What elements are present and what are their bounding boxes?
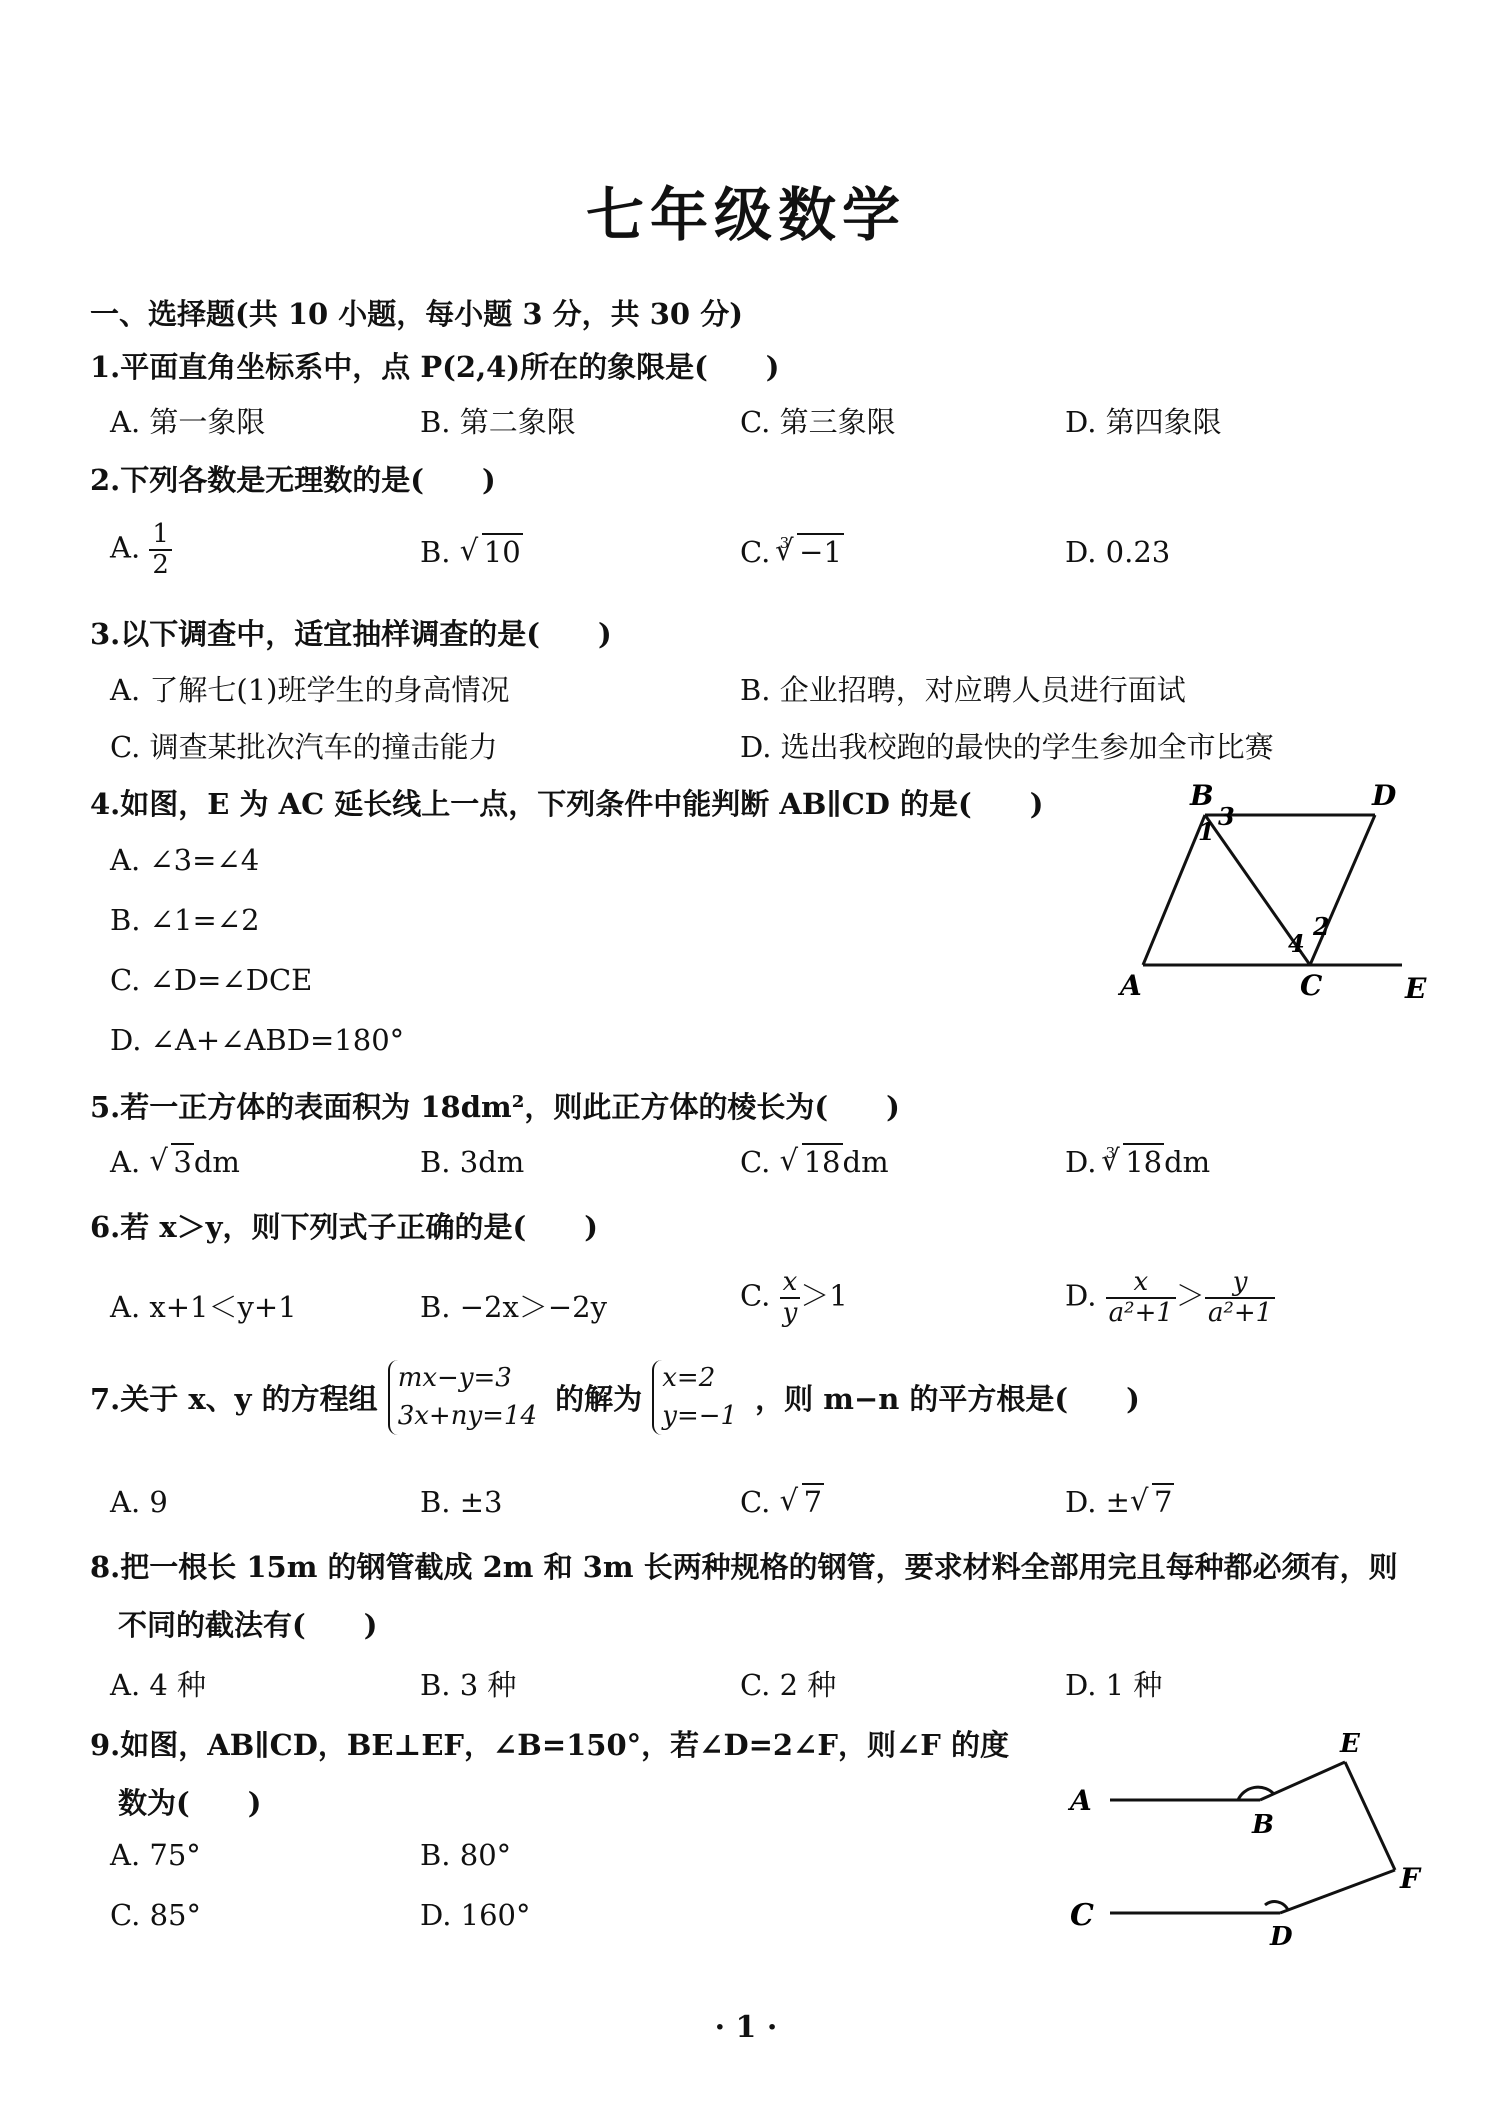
q6-d-den1: a²+1 xyxy=(1108,1297,1173,1328)
q5-a-sqrt xyxy=(149,1145,193,1179)
q6-c-rest: ＞1 xyxy=(800,1278,848,1313)
q2-a-fraction xyxy=(149,520,172,579)
q2-a-den: 2 xyxy=(152,549,169,580)
q5-c-radicand: 18 xyxy=(803,1145,841,1179)
q7-d-sqrt xyxy=(1130,1485,1174,1519)
q6-d-fraction-2 xyxy=(1205,1268,1275,1327)
q5-d-label: D. xyxy=(1065,1145,1097,1179)
q3-option-a: A. 了解七(1)班学生的身高情况 xyxy=(110,673,510,707)
q5-d-root-index: 3 xyxy=(1105,1144,1116,1162)
q5-c-label: C. xyxy=(740,1145,771,1179)
q7-d-label: D. ± xyxy=(1065,1485,1130,1519)
q4-label-e: E xyxy=(1405,972,1427,1005)
q4-option-b: B. ∠1=∠2 xyxy=(110,903,260,937)
q7-solution-system xyxy=(652,1360,745,1435)
q5-d-radicand: 18 xyxy=(1125,1145,1163,1179)
q6-d-num2: y xyxy=(1205,1268,1275,1299)
q4-seg-ab xyxy=(1143,815,1205,965)
q5-c-unit: dm xyxy=(842,1145,889,1179)
q6-option-d xyxy=(1065,1268,1275,1327)
q9-option-b: B. 80° xyxy=(420,1838,512,1872)
question-8-stem-line2: 不同的截法有( ) xyxy=(118,1608,378,1642)
q5-option-d xyxy=(1065,1145,1210,1179)
q9-option-c: C. 85° xyxy=(110,1898,201,1932)
q7-stem-mid: 的解为 xyxy=(555,1382,643,1417)
q6-d-fraction-1 xyxy=(1106,1268,1176,1327)
q2-b-radicand: 10 xyxy=(483,535,521,569)
q5-a-label: A. xyxy=(110,1145,141,1179)
q2-c-radicand: −1 xyxy=(799,535,842,569)
q4-figure xyxy=(1110,780,1440,1010)
q7-option-d xyxy=(1065,1485,1174,1519)
q9-label-b: B xyxy=(1252,1810,1274,1840)
q2-a-label: A. xyxy=(110,530,141,565)
q6-c-fraction xyxy=(780,1268,801,1327)
q2-option-c xyxy=(740,535,844,569)
q3-option-b: B. 企业招聘，对应聘人员进行面试 xyxy=(740,673,1186,707)
question-9-stem-line1: 9.如图，AB∥CD，BE⊥EF，∠B=150°，若∠D=2∠F，则∠F 的度 xyxy=(90,1728,1009,1762)
question-1-stem: 1.平面直角坐标系中，点 P(2,4)所在的象限是( ) xyxy=(90,350,780,384)
q8-option-d: D. 1 种 xyxy=(1065,1668,1163,1702)
q4-angle-1: 1 xyxy=(1198,817,1215,846)
q7-option-a: A. 9 xyxy=(110,1485,168,1519)
q4-label-d: D xyxy=(1372,780,1397,812)
q8-option-c: C. 2 种 xyxy=(740,1668,837,1702)
q9-label-d: D xyxy=(1270,1922,1293,1952)
q6-c-den: y xyxy=(782,1297,798,1328)
q7-option-b: B. ±3 xyxy=(420,1485,503,1519)
section-heading: 一、选择题(共 10 小题，每小题 3 分，共 30 分) xyxy=(90,297,743,331)
q4-label-c: C xyxy=(1300,969,1323,1002)
q9-angle-b-arc xyxy=(1238,1787,1274,1800)
q7-option-c xyxy=(740,1485,824,1519)
q7-eq1: mx−y=3 xyxy=(397,1363,512,1393)
q2-option-a xyxy=(110,520,172,579)
q9-option-d: D. 160° xyxy=(420,1898,531,1932)
q1-option-a: A. 第一象限 xyxy=(110,405,266,439)
q2-b-label: B. xyxy=(420,535,451,569)
q1-option-c: C. 第三象限 xyxy=(740,405,896,439)
q6-d-gt: ＞ xyxy=(1175,1278,1205,1313)
q9-label-f: F xyxy=(1400,1862,1420,1895)
q5-option-a xyxy=(110,1145,240,1179)
q2-option-d: D. 0.23 xyxy=(1065,535,1171,569)
q5-option-b: B. 3dm xyxy=(420,1145,525,1179)
q3-option-d: D. 选出我校跑的最快的学生参加全市比赛 xyxy=(740,730,1274,764)
question-8-stem-line1: 8.把一根长 15m 的钢管截成 2m 和 3m 长两种规格的钢管，要求材料全部用完且每种都必须有，则 xyxy=(90,1550,1398,1584)
q9-seg-ef xyxy=(1345,1762,1395,1870)
q2-c-label: C. xyxy=(740,535,771,569)
q5-c-sqrt xyxy=(780,1145,843,1179)
q6-d-num1: x xyxy=(1106,1268,1176,1299)
question-4-stem: 4.如图，E 为 AC 延长线上一点，下列条件中能判断 AB∥CD 的是( ) xyxy=(90,787,1044,821)
question-6-stem: 6.若 x＞y，则下列式子正确的是( ) xyxy=(90,1210,598,1244)
q4-label-a: A xyxy=(1120,969,1142,1002)
q8-option-b: B. 3 种 xyxy=(420,1668,517,1702)
q7-sol1: x=2 xyxy=(662,1363,716,1393)
q6-option-b: B. −2x＞−2y xyxy=(420,1290,607,1324)
q4-option-a: A. ∠3=∠4 xyxy=(110,843,260,877)
q3-option-c: C. 调查某批次汽车的撞击能力 xyxy=(110,730,498,764)
q8-option-a: A. 4 种 xyxy=(110,1668,207,1702)
q6-c-label: C. xyxy=(740,1278,771,1313)
question-2-stem: 2.下列各数是无理数的是( ) xyxy=(90,463,496,497)
q7-c-radicand: 7 xyxy=(803,1485,823,1519)
q5-option-c xyxy=(740,1145,889,1179)
q1-option-b: B. 第二象限 xyxy=(420,405,576,439)
q9-option-a: A. 75° xyxy=(110,1838,201,1872)
q7-c-sqrt xyxy=(780,1485,824,1519)
q6-option-a: A. x+1＜y+1 xyxy=(110,1290,297,1324)
q9-label-a: A xyxy=(1070,1784,1092,1817)
question-9-stem-line2: 数为( ) xyxy=(118,1786,262,1820)
question-3-stem: 3.以下调查中，适宜抽样调查的是( ) xyxy=(90,617,612,651)
q5-d-unit: dm xyxy=(1164,1145,1211,1179)
q2-option-b xyxy=(420,535,523,569)
q5-a-radicand: 3 xyxy=(173,1145,192,1179)
q7-stem-pre: 7.关于 x、y 的方程组 xyxy=(90,1382,378,1417)
q9-figure xyxy=(1060,1720,1440,1960)
q9-seg-fd xyxy=(1280,1870,1395,1913)
q6-c-num: x xyxy=(780,1268,801,1299)
q4-angle-4: 4 xyxy=(1288,929,1305,958)
q4-angle-3: 3 xyxy=(1218,802,1235,831)
q4-option-c: C. ∠D=∠DCE xyxy=(110,963,313,997)
q5-d-cuberoot xyxy=(1101,1145,1164,1179)
page-title: 七年级数学 xyxy=(585,181,906,249)
q2-b-sqrt xyxy=(460,535,523,569)
q2-c-cuberoot xyxy=(775,535,844,569)
q9-angle-d-arc xyxy=(1265,1902,1288,1910)
q2-a-num: 1 xyxy=(149,520,172,551)
q7-equation-system xyxy=(388,1360,545,1435)
q6-d-label: D. xyxy=(1065,1278,1097,1313)
q4-label-b: B xyxy=(1190,780,1214,812)
q2-c-root-index: 3 xyxy=(779,534,790,552)
q4-option-d: D. ∠A+∠ABD=180° xyxy=(110,1023,405,1057)
q6-option-c xyxy=(740,1268,848,1327)
q4-angle-2: 2 xyxy=(1313,912,1330,941)
q4-seg-cd xyxy=(1310,815,1375,965)
page-number: · 1 · xyxy=(714,2010,778,2045)
q9-label-e: E xyxy=(1340,1729,1360,1759)
q6-d-den2: a²+1 xyxy=(1207,1297,1273,1328)
question-5-stem: 5.若一正方体的表面积为 18dm²，则此正方体的棱长为( ) xyxy=(90,1090,900,1124)
q5-a-unit: dm xyxy=(193,1145,240,1179)
q7-stem-post: ，则 m−n 的平方根是( ) xyxy=(755,1382,1140,1417)
q1-option-d: D. 第四象限 xyxy=(1065,405,1222,439)
q9-label-c: C xyxy=(1070,1898,1094,1933)
q7-c-label: C. xyxy=(740,1485,771,1519)
q7-d-radicand: 7 xyxy=(1153,1485,1173,1519)
question-7-stem xyxy=(90,1360,1140,1435)
q7-sol2: y=−1 xyxy=(662,1400,738,1431)
q7-eq2: 3x+ny=14 xyxy=(397,1400,538,1431)
